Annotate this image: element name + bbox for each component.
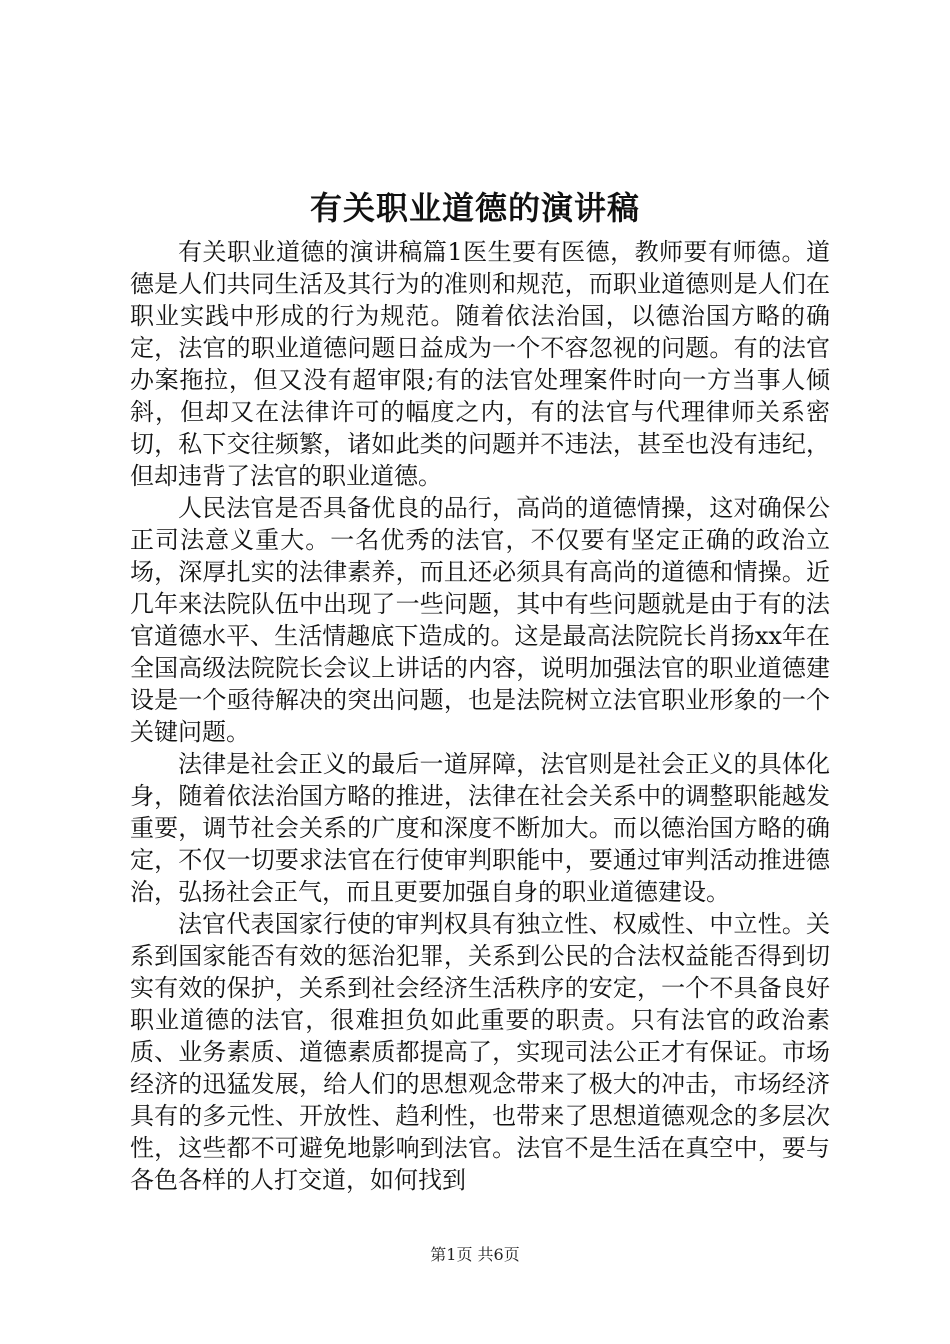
paragraph-4: 法官代表国家行使的审判权具有独立性、权威性、中立性。关系到国家能否有效的惩治犯罪，关系到公民的合法权益能否得到切实有效的保护，关系到社会经济生活秩序的安定，一个不具备良好职业道德的法官，很难担负如此重要的职责。只有法官的政治素质、业务素质、道德素质都提高了，实现司法公正才有保证。市场经济的迅猛发展，给人们的思想观念带来了极大的冲击，市场经济具有的多元性、开放性、趋利性，也带来了思想道德观念的多层次性，这些都不可避免地影响到法官。法官不是生活在真空中，要与各色各样的人打交道，如何找到 xyxy=(130,910,830,1194)
paragraph-3: 法律是社会正义的最后一道屏障，法官则是社会正义的具体化身，随着依法治国方略的推进，法律在社会关系中的调整职能越发重要，调节社会关系的广度和深度不断加大。而以德治国方略的确定，不仅一切要求法官在行使审判职能中，要通过审判活动推进德治，弘扬社会正气，而且更要加强自身的职业道德建设。 xyxy=(130,750,830,906)
paragraph-2: 人民法官是否具备优良的品行，高尚的道德情操，这对确保公正司法意义重大。一名优秀的法官，不仅要有坚定正确的政治立场，深厚扎实的法律素养，而且还必须具有高尚的道德和情操。近几年来法院队伍中出现了一些问题，其中有些问题就是由于有的法官道德水平、生活情趣底下造成的。这是最高法院院长肖扬xx年在全国高级法院院长会议上讲话的内容，说明加强法官的职业道德建设是一个亟待解决的突出问题，也是法院树立法官职业形象的一个关键问题。 xyxy=(130,494,830,746)
paragraph-1: 有关职业道德的演讲稿篇1医生要有医德，教师要有师德。道德是人们共同生活及其行为的准则和规范，而职业道德则是人们在职业实践中形成的行为规范。随着依法治国，以德治国方略的确定，法官的职业道德问题日益成为一个不容忽视的问题。有的法官办案拖拉，但又没有超审限;有的法官处理案件时向一方当事人倾斜，但却又在法律许可的幅度之内，有的法官与代理律师关系密切，私下交往频繁，诸如此类的问题并不违法，甚至也没有违纪，但却违背了法官的职业道德。 xyxy=(130,238,830,490)
document-title: 有关职业道德的演讲稿 xyxy=(309,189,640,227)
document-body xyxy=(130,236,830,1196)
page-number-footer: 第1页 共6页 xyxy=(430,1245,520,1264)
